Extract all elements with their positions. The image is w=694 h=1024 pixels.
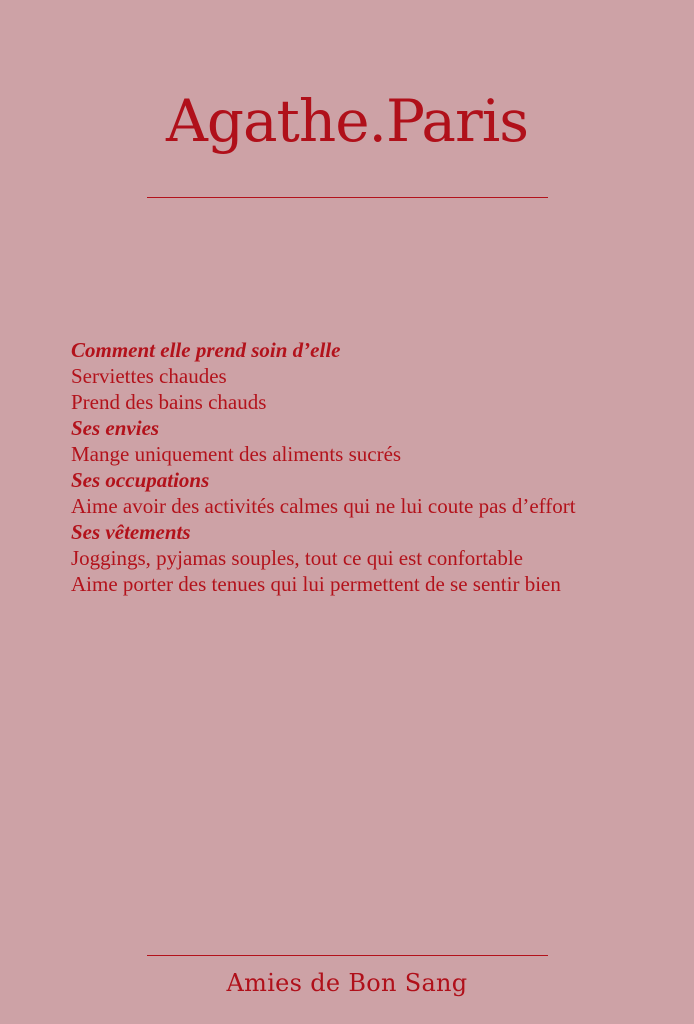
section-occupations (71, 467, 671, 519)
section-heading: Ses occupations (71, 468, 210, 492)
section-heading: Comment elle prend soin d’elle (71, 338, 341, 362)
page-footer: Amies de Bon Sang (226, 969, 468, 997)
section-line: Joggings, pyjamas souples, tout ce qui est confortable (71, 546, 524, 570)
section-heading: Ses vêtements (71, 520, 191, 544)
section-line: Serviettes chaudes (71, 364, 227, 388)
section-self-care (71, 337, 671, 415)
top-divider (147, 197, 548, 198)
page-title: Agathe.Paris (165, 87, 529, 155)
section-line: Mange uniquement des aliments sucrés (71, 442, 402, 466)
section-line: Prend des bains chauds (71, 390, 267, 414)
section-clothing (71, 519, 671, 597)
section-line: Aime avoir des activités calmes qui ne lui coute pas d’effort (71, 494, 576, 518)
bottom-divider (147, 955, 548, 956)
section-desires (71, 415, 671, 467)
section-line: Aime porter des tenues qui lui permettent de se sentir bien (71, 572, 561, 596)
profile-content (71, 337, 671, 597)
section-heading: Ses envies (71, 416, 160, 440)
